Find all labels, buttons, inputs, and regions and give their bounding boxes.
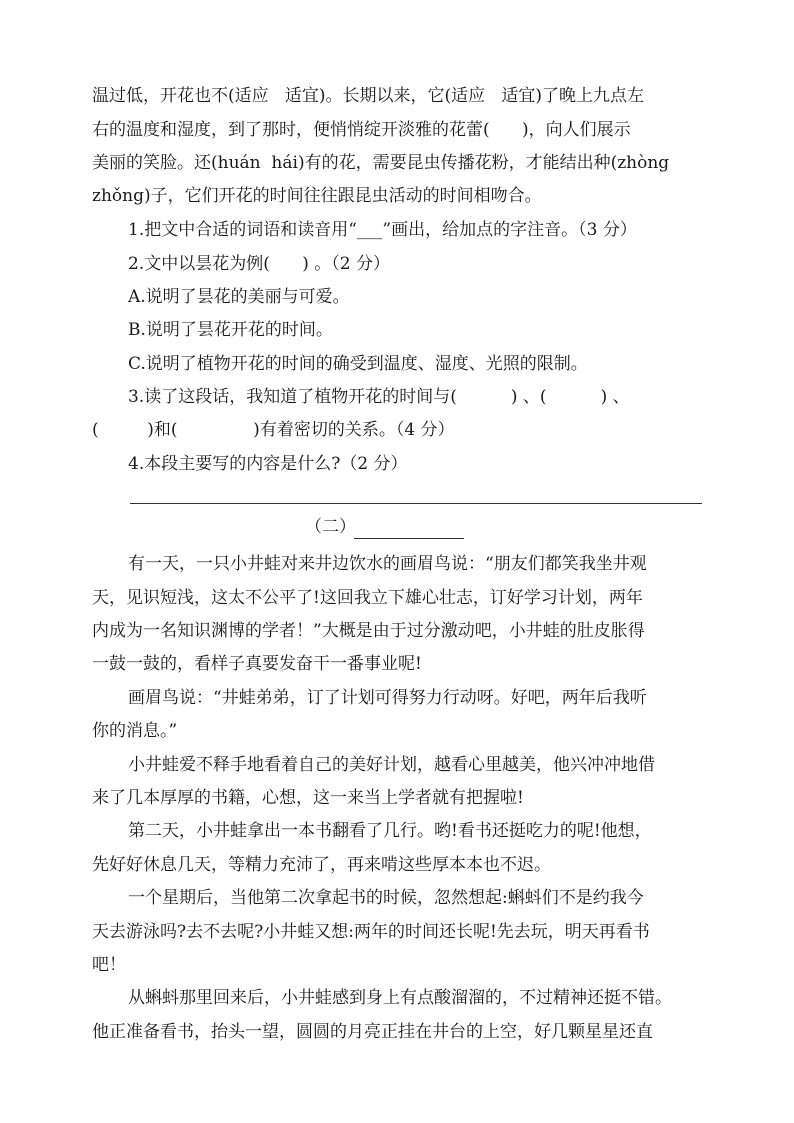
- story-line-13: 吧！: [92, 955, 126, 975]
- question-4: 4.本段主要写的内容是什么?（2 分）: [128, 454, 408, 474]
- section-2-title: （二）: [305, 517, 356, 537]
- story-line-14: 从蝌蚪那里回来后，小井蛙感到身上有点酸溜溜的，不过精神还挺不错。: [128, 988, 672, 1008]
- story-line-7: 小井蛙爱不释手地看着自己的美好计划，越看心里越美，他兴冲冲地借: [128, 755, 655, 775]
- passage1-line-1: 温过低，开花也不(适应 适宜)。长期以来，它(适应 适宜)了晚上九点左: [92, 86, 644, 106]
- story-line-5: 画眉鸟说：“井蛙弟弟，订了计划可得努力行动呀。好吧，两年后我听: [128, 688, 647, 708]
- story-line-9: 第二天，小井蛙拿出一本书翻看了几行。哟!看书还挺吃力的呢!他想，: [128, 821, 652, 841]
- story-line-6: 你的消息。”: [92, 721, 178, 741]
- story-line-15: 他正准备看书，抬头一望，圆圆的月亮正挂在井台的上空，好几颗星星还直: [92, 1022, 653, 1042]
- question-3-line-1: 3.读了这段话，我知道了植物开花的时间与( ) 、( ) 、: [128, 387, 630, 407]
- title-blank[interactable]: [354, 538, 464, 539]
- passage1-line-2: 右的温度和湿度，到了那时，便悄悄绽开淡雅的花蕾( )，向人们展示: [92, 120, 631, 140]
- question-2-option-a: A.说明了昙花的美丽与可爱。: [128, 287, 350, 307]
- question-2: 2.文中以昙花为例( ) 。（2 分）: [128, 254, 391, 274]
- story-line-2: 天，见识短浅，这太不公平了!这回我立下雄心壮志，订好学习计划，两年: [92, 588, 643, 608]
- story-line-8: 来了几本厚厚的书籍，心想，这一来当上学者就有把握啦!: [92, 788, 524, 808]
- story-line-11: 一个星期后，当他第二次拿起书的时候，忽然想起:蝌蚪们不是约我今: [128, 888, 644, 908]
- question-2-option-b: B.说明了昙花开花的时间。: [128, 320, 333, 340]
- question-1: 1.把文中合适的词语和读音用“___”画出，给加点的字注音。（3 分）: [128, 220, 637, 240]
- answer-line[interactable]: [130, 503, 702, 504]
- passage1-line-4: zhǒng)子，它们开花的时间往往跟昆虫活动的时间相吻合。: [92, 186, 542, 206]
- story-line-10: 先好好休息几天，等精力充沛了，再来啃这些厚本本也不迟。: [92, 855, 551, 875]
- question-3-line-2: ( )和( )有着密切的关系。（4 分）: [92, 420, 455, 440]
- passage1-line-3: 美丽的笑脸。还(huán hái)有的花，需要昆虫传播花粉，才能结出种(zhòng: [92, 153, 670, 173]
- story-line-12: 天去游泳吗?去不去呢?小井蛙又想:两年的时间还长呢!先去玩，明天再看书: [92, 922, 650, 942]
- story-line-1: 有一天，一只小井蛙对来井边饮水的画眉鸟说：“朋友们都笑我坐井观: [128, 554, 647, 574]
- question-2-option-c: C.说明了植物开花的时间的确受到温度、湿度、光照的限制。: [128, 354, 588, 374]
- story-line-3: 内成为一名知识渊博的学者！”大概是由于过分激动吧，小井蛙的肚皮胀得: [92, 621, 645, 641]
- story-line-4: 一鼓一鼓的，看样子真要发奋干一番事业呢!: [92, 654, 422, 674]
